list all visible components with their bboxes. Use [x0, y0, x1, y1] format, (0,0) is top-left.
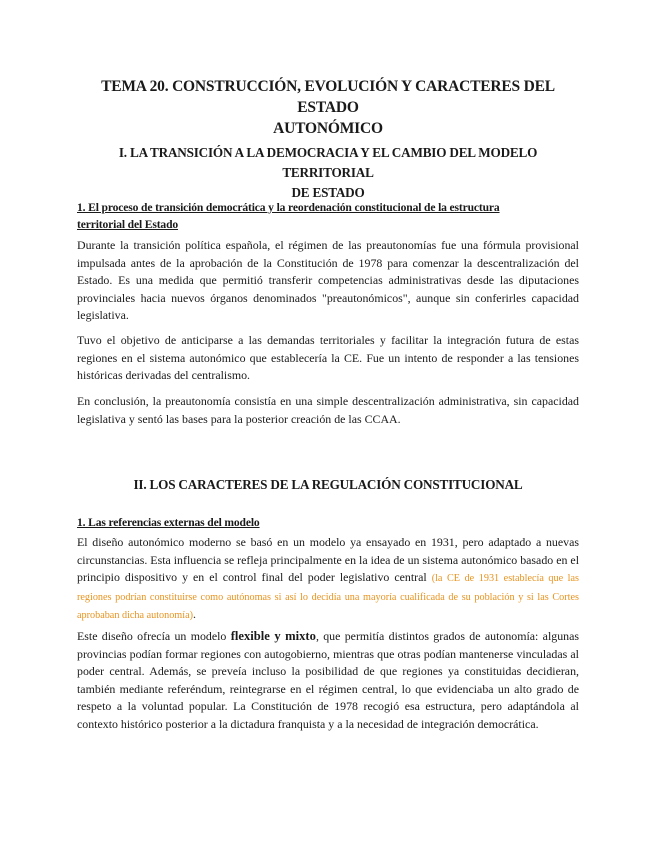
- section-2-heading: II. LOS CARACTERES DE LA REGULACIÓN CONSTITUCIONAL: [133, 477, 523, 492]
- section-2-paragraph-1-text: El diseño autonómico moderno se basó en un modelo ya ensayado en 1931, pero adaptado a nuevas circunstancias. Esta influencia se refleja principalmente en la idea de un sistema autonómico basado en el principio dispositivo y en el control final del poder legislativo central: [77, 535, 579, 585]
- document-title: [77, 76, 579, 139]
- section-1-heading: [77, 143, 579, 203]
- section-1-heading-line-2: DE ESTADO: [291, 185, 365, 200]
- section-2-subheading: 1. Las referencias externas del modelo: [77, 516, 260, 529]
- section-2-paragraph-2-rest: , que permitía distintos grados de autonomía: algunas provincias podían formar regiones con autogobierno, mientras que otras podían mantenerse vinculadas al poder central. Además, se preveía incluso la posibilidad de que regiones ya constituidas decidieran, también mediante referéndum, reintegrarse en el régimen central, lo que evidenciaba un alto grado de respeto a la voluntad popular. La Constitución de 1978 recogió esa estructura, pero adaptándola al contexto histórico posterior a la dictadura franquista y a la necesidad de integración democrática.: [77, 629, 579, 731]
- flexible-mixed-emphasis: flexible y mixto: [230, 629, 316, 643]
- section-1-subheading-line-2: territorial del Estado: [77, 218, 179, 231]
- section-1-paragraph-1: Durante la transición política española, el régimen de las preautonomías fue una fórmula provisional impulsada antes de la aprobación de la Constitución de 1978 para comenzar la descentralización del Estado. Es una medida que permitió transferir competencias administrativas desde las diputaciones provinciales hacia nuevos órganos denominados "preautonómicos", aunque sin conferirles capacidad legislativa.: [77, 238, 579, 323]
- section-2-paragraph-1: [77, 534, 579, 625]
- document-title-line-2: AUTONÓMICO: [273, 120, 383, 137]
- section-2-paragraph-2-start: Este diseño ofrecía un modelo: [77, 629, 231, 643]
- section-1-heading-line-1: I. LA TRANSICIÓN A LA DEMOCRACIA Y EL CAMBIO DEL MODELO TERRITORIAL: [118, 145, 538, 180]
- section-2-paragraph-2: [77, 628, 579, 734]
- section-1-paragraph-3: En conclusión, la preautonomía consistía en una simple descentralización administrativa, sin capacidad legislativa y sentó las bases para la posterior creación de las CCAA.: [77, 394, 579, 426]
- section-2-paragraph-1-end: .: [192, 607, 196, 622]
- section-1-subheading: [77, 199, 579, 233]
- section-1-paragraph-2: Tuvo el objetivo de anticiparse a las demandas territoriales y facilitar la integración futura de estas regiones en el sistema autonómico que establecería la CE. Fue un intento de responder a las tensiones históricas derivadas del centralismo.: [77, 333, 579, 383]
- section-1-subheading-line-1: 1. El proceso de transición democrática y la reordenación constitucional de la estructura: [77, 201, 500, 214]
- document-title-line-1: TEMA 20. CONSTRUCCIÓN, EVOLUCIÓN Y CARACTERES DEL ESTADO: [101, 78, 555, 116]
- historical-note: (la CE de 1931 establecía que las regiones podrían constituirse como autónomas si así lo decidía una mayoría cualificada de su población y si las Cortes aprobaban dicha autonomía): [77, 573, 579, 622]
